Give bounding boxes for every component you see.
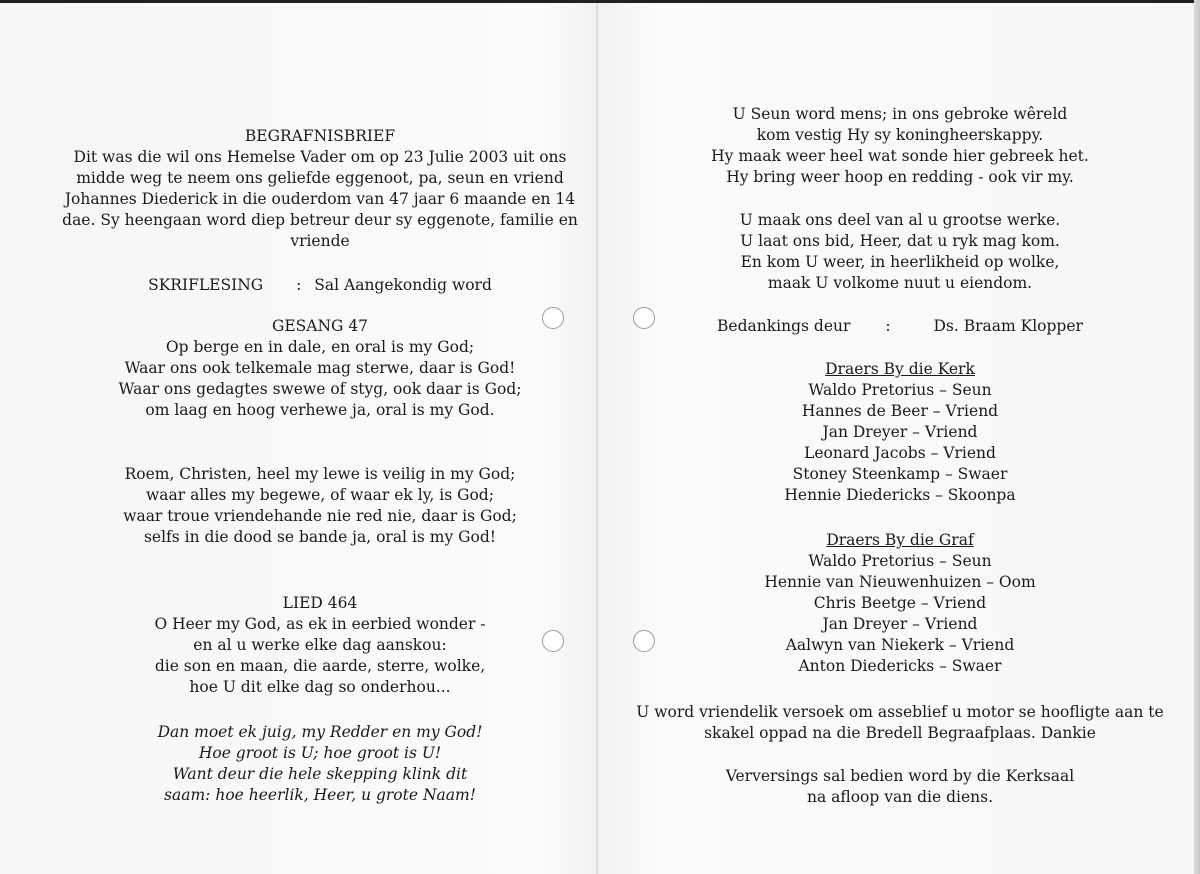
- lied-verse-2: [620, 104, 1180, 188]
- obituary-block: [60, 126, 580, 252]
- lied-line: U maak ons deel van al u grootse werke.: [739, 211, 1061, 229]
- skriflesing-value: Sal Aangekondig word: [314, 276, 492, 294]
- lied-title: LIED 464: [282, 594, 358, 612]
- chorus-line: saam: hoe heerlik, Heer, u grote Naam!: [164, 786, 476, 804]
- center-fold: [596, 0, 598, 874]
- bedankings-colon: :: [885, 317, 891, 335]
- scan-right-edge: [1194, 0, 1200, 874]
- obituary-title: BEGRAFNISBRIEF: [244, 127, 396, 145]
- obituary-line: vriende: [290, 232, 350, 250]
- pallbearer-name: Anton Diedericks – Swaer: [798, 657, 1002, 675]
- pallbearers-church: [620, 359, 1180, 506]
- lied-block: [60, 593, 580, 698]
- gesang-line: waar alles my begewe, of waar ek ly, is God;: [146, 486, 494, 504]
- gesang-line: Waar ons ook telkemale mag sterwe, daar is God!: [124, 359, 516, 377]
- pallbearer-name: Stoney Steenkamp – Swaer: [792, 465, 1008, 483]
- lied-line: kom vestig Hy sy koningheerskappy.: [756, 126, 1044, 144]
- refreshments-line: na afloop van die diens.: [806, 788, 994, 806]
- gesang-line: waar troue vriendehande nie red nie, daar is God;: [123, 507, 517, 525]
- lied-verse-3: [620, 210, 1180, 294]
- pallbearer-name: Hannes de Beer – Vriend: [801, 402, 999, 420]
- obituary-line: Johannes Diederick in die ouderdom van 47 jaar 6 maande en 14: [64, 190, 576, 208]
- pallbearer-name: Hennie van Nieuwenhuizen – Oom: [764, 573, 1036, 591]
- request-line: skakel oppad na die Bredell Begraafplaas. Dankie: [704, 724, 1096, 742]
- gesang-line: Op berge en in dale, en oral is my God;: [165, 338, 475, 356]
- lied-line: U Seun word mens; in ons gebroke wêreld: [732, 105, 1068, 123]
- obituary-line: dae. Sy heengaan word diep betreur deur sy eggenote, familie en: [62, 211, 578, 229]
- pallbearers-church-heading: Draers By die Kerk: [825, 360, 975, 378]
- lied-line: hoe U dit elke dag so onderhou...: [189, 678, 451, 696]
- lied-line: Hy maak weer heel wat sonde hier gebreek het.: [711, 147, 1089, 165]
- refreshments-note: [620, 766, 1180, 808]
- skriflesing-colon: :: [296, 276, 302, 294]
- gesang-block: [60, 316, 580, 421]
- lied-line: O Heer my God, as ek in eerbied wonder -: [154, 615, 486, 633]
- chorus-line: Hoe groot is U; hoe groot is U!: [198, 744, 442, 762]
- pallbearer-name: Waldo Pretorius – Seun: [808, 552, 992, 570]
- lied-line: en al u werke elke dag aanskou:: [193, 636, 447, 654]
- pallbearer-name: Jan Dreyer – Vriend: [822, 423, 978, 441]
- request-line: U word vriendelik versoek om asseblief u motor se hoofligte aan te: [636, 703, 1164, 721]
- pallbearer-name: Jan Dreyer – Vriend: [822, 615, 978, 633]
- pallbearer-name: Hennie Diedericks – Skoonpa: [784, 486, 1016, 504]
- obituary-line: midde weg te neem ons geliefde eggenoot, pa, seun en vriend: [76, 169, 564, 187]
- gesang-line: selfs in die dood se bande ja, oral is my God!: [143, 528, 497, 546]
- gesang-line: Roem, Christen, heel my lewe is veilig in my God;: [124, 465, 516, 483]
- lied-chorus: [60, 722, 580, 806]
- lied-line: Hy bring weer hoop en redding - ook vir my.: [726, 168, 1074, 186]
- gesang-line: om laag en hoog verhewe ja, oral is my God.: [145, 401, 495, 419]
- pallbearer-name: Leonard Jacobs – Vriend: [804, 444, 996, 462]
- skriflesing-label: SKRIFLESING: [148, 276, 264, 294]
- pallbearer-name: Waldo Pretorius – Seun: [808, 381, 992, 399]
- bedankings-value: Ds. Braam Klopper: [933, 317, 1083, 335]
- pallbearer-name: Chris Beetge – Vriend: [813, 594, 987, 612]
- chorus-line: Dan moet ek juig, my Redder en my God!: [157, 723, 483, 741]
- gesang-title: GESANG 47: [271, 317, 369, 335]
- lied-line: maak U volkome nuut u eiendom.: [767, 274, 1033, 292]
- headlights-request: [620, 702, 1180, 744]
- scan-top-edge: [0, 0, 1200, 3]
- bedankings-label: Bedankings deur: [717, 317, 851, 335]
- lied-line: die son en maan, die aarde, sterre, wolke,: [154, 657, 486, 675]
- gesang-verse-2: [60, 464, 580, 548]
- skriflesing-row: [60, 275, 580, 296]
- gesang-line: Waar ons gedagtes swewe of styg, ook daar is God;: [118, 380, 522, 398]
- lied-line: U laat ons bid, Heer, dat u ryk mag kom.: [740, 232, 1060, 250]
- lied-line: En kom U weer, in heerlikheid op wolke,: [740, 253, 1060, 271]
- chorus-line: Want deur die hele skepping klink dit: [172, 765, 468, 783]
- refreshments-line: Verversings sal bedien word by die Kerksaal: [725, 767, 1075, 785]
- pallbearers-grave: [620, 530, 1180, 677]
- pallbearers-grave-heading: Draers By die Graf: [826, 531, 974, 549]
- bedankings-row: [620, 316, 1180, 337]
- pallbearer-name: Aalwyn van Niekerk – Vriend: [785, 636, 1015, 654]
- obituary-line: Dit was die wil ons Hemelse Vader om op 23 Julie 2003 uit ons: [73, 148, 567, 166]
